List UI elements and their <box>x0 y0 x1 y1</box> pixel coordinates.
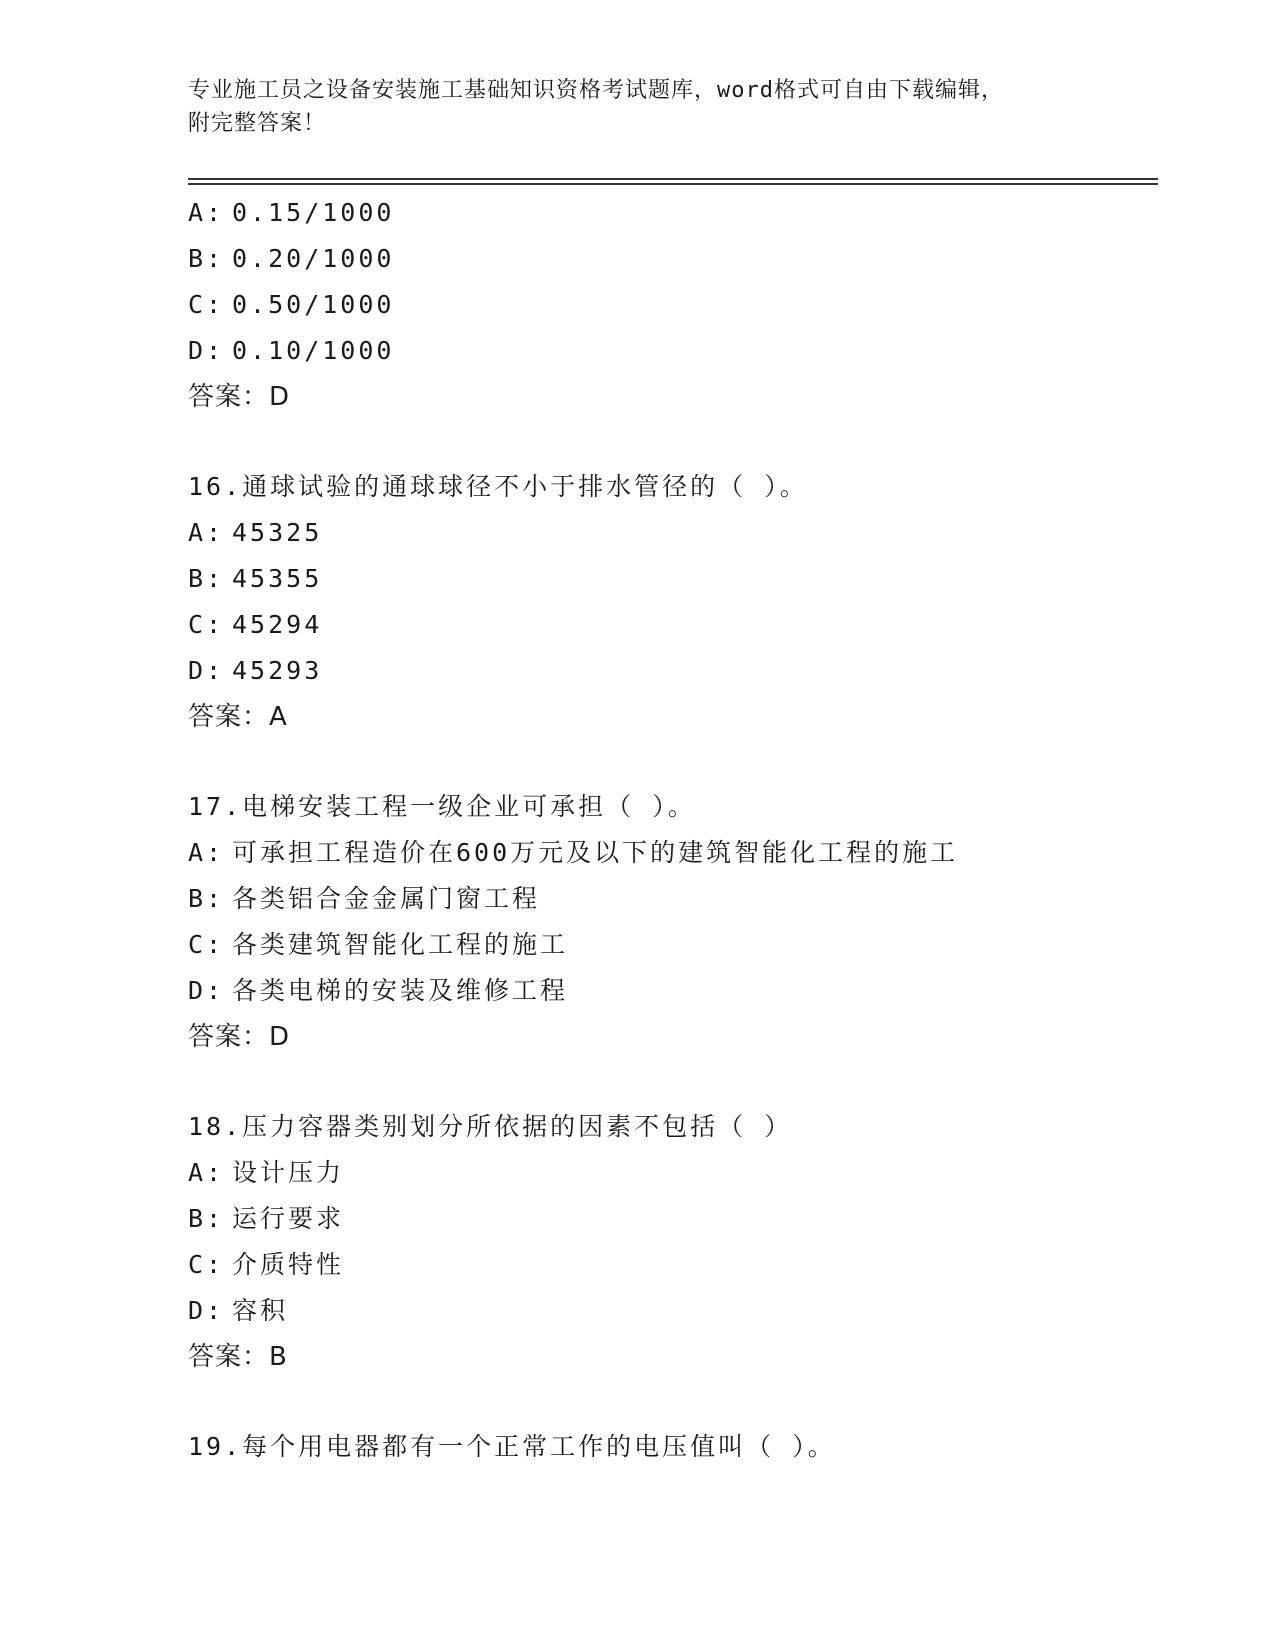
option-a: A: 可承担工程造价在600万元及以下的建筑智能化工程的施工 <box>188 838 959 867</box>
answer: 答案：D <box>188 1022 291 1052</box>
option-d: D: 容积 <box>188 1296 289 1325</box>
header-rule-bottom <box>188 183 1158 185</box>
question-stem: 18.压力容器类别划分所依据的因素不包括（ ） <box>188 1112 793 1141</box>
option-a: A: 45325 <box>188 518 323 547</box>
header-line-1: 专业施工员之设备安装施工基础知识资格考试题库，word格式可自由下载编辑， <box>188 78 1004 103</box>
option-a: A: 设计压力 <box>188 1158 345 1187</box>
option-d: D: 0.10/1000 <box>188 336 395 365</box>
header-line-2: 附完整答案！ <box>188 111 327 136</box>
option-b: B: 各类铝合金金属门窗工程 <box>188 884 541 913</box>
option-b: B: 45355 <box>188 564 323 593</box>
question-stem: 16.通球试验的通球球径不小于排水管径的（ ）。 <box>188 472 808 501</box>
option-d: D: 45293 <box>188 656 323 685</box>
answer: 答案：B <box>188 1342 288 1372</box>
option-c: C: 0.50/1000 <box>188 290 395 319</box>
option-c: C: 45294 <box>188 610 323 639</box>
question-stem: 17.电梯安装工程一级企业可承担（ ）。 <box>188 792 696 821</box>
question-stem: 19.每个用电器都有一个正常工作的电压值叫（ ）。 <box>188 1432 836 1461</box>
option-b: B: 运行要求 <box>188 1204 345 1233</box>
document-header <box>188 74 1088 140</box>
option-d: D: 各类电梯的安装及维修工程 <box>188 976 569 1005</box>
option-c: C: 介质特性 <box>188 1250 345 1279</box>
option-b: B: 0.20/1000 <box>188 244 395 273</box>
answer: 答案：D <box>188 382 291 412</box>
header-rule-top <box>188 178 1158 180</box>
question-list <box>188 190 1148 1470</box>
question-19 <box>188 1424 1148 1470</box>
question-17 <box>188 784 1148 1060</box>
option-a: A: 0.15/1000 <box>188 198 395 227</box>
option-c: C: 各类建筑智能化工程的施工 <box>188 930 569 959</box>
question-18 <box>188 1104 1148 1380</box>
question-15 <box>188 190 1148 420</box>
question-16 <box>188 464 1148 740</box>
answer: 答案：A <box>188 702 288 732</box>
